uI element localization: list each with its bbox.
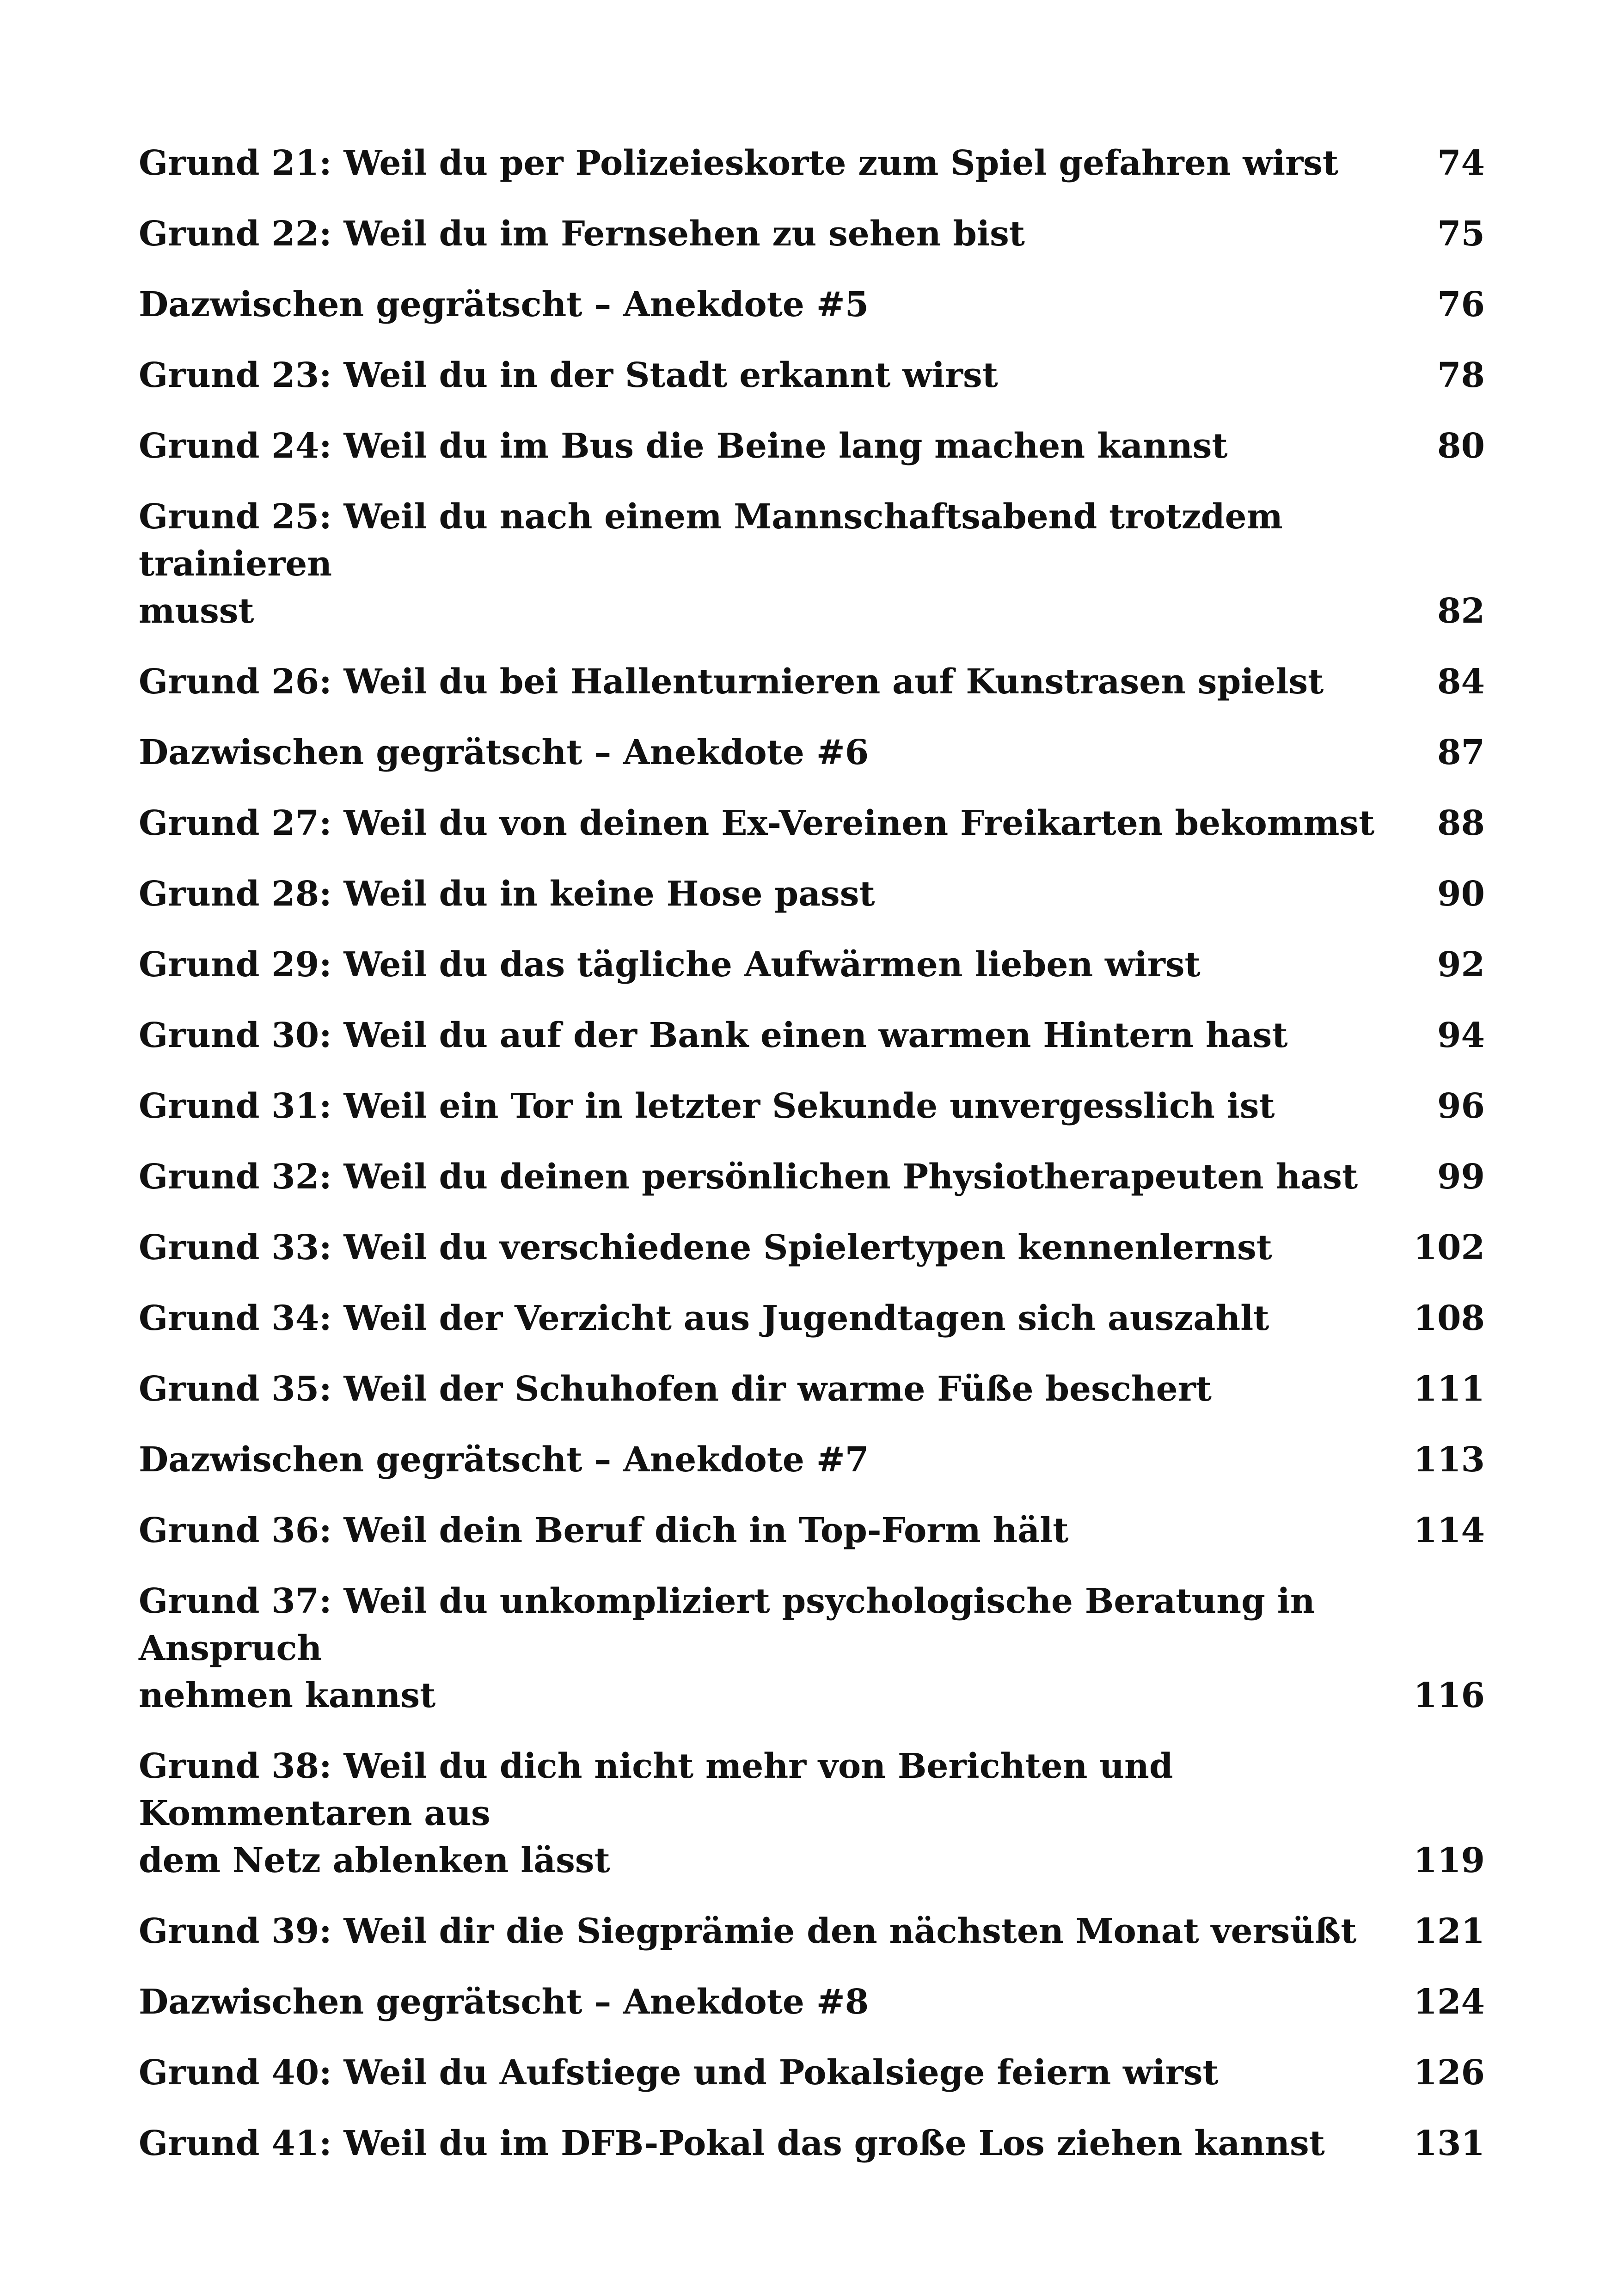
toc-entry-page: 87 — [1437, 733, 1485, 772]
toc-entry[interactable] — [139, 800, 1485, 847]
toc-entry-title: Grund 39: Weil dir die Siegprämie den nächsten Monat versüßt — [139, 1911, 1357, 1951]
toc-entry-title: Grund 27: Weil du von deinen Ex-Vereinen Freikarten bekommst — [139, 803, 1375, 843]
toc-entry-title: Grund 32: Weil du deinen persönlichen Physiotherapeuten hast — [139, 1157, 1358, 1197]
toc-entry[interactable] — [139, 422, 1485, 470]
toc-entry[interactable] — [139, 2049, 1485, 2096]
toc-entry[interactable] — [139, 281, 1485, 328]
toc-entry-title: Grund 29: Weil du das tägliche Aufwärmen lieben wirst — [139, 945, 1201, 985]
toc-entry-page: 84 — [1437, 662, 1485, 702]
toc-entry-page: 78 — [1437, 355, 1485, 395]
toc-entry[interactable] — [139, 1436, 1485, 1483]
toc-entry-title: Grund 34: Weil der Verzicht aus Jugendtagen sich auszahlt — [139, 1298, 1269, 1338]
toc-entry[interactable] — [139, 210, 1485, 257]
toc-entry-title: Grund 37: Weil du unkompliziert psychologische Beratung in Anspruch nehmen kannst — [139, 1581, 1315, 1715]
toc-entry-page: 99 — [1437, 1157, 1485, 1197]
toc-entry-title: Grund 28: Weil du in keine Hose passt — [139, 874, 875, 914]
toc-entry-title: Grund 40: Weil du Aufstiege und Pokalsiege feiern wirst — [139, 2053, 1219, 2093]
toc-entry-page: 102 — [1413, 1228, 1485, 1267]
toc-entry-page: 113 — [1413, 1440, 1485, 1480]
toc-entry-title: Grund 35: Weil der Schuhofen dir warme Füße beschert — [139, 1369, 1212, 1409]
toc-entry-page: 75 — [1437, 214, 1485, 254]
toc-entry-title: Grund 36: Weil dein Beruf dich in Top-Form hält — [139, 1511, 1069, 1550]
toc-entry[interactable] — [139, 1083, 1485, 1130]
toc-entry-title: Grund 25: Weil du nach einem Mannschaftsabend trotzdem trainieren musst — [139, 497, 1283, 631]
toc-entry-title: Grund 30: Weil du auf der Bank einen warmen Hintern hast — [139, 1016, 1288, 1055]
toc-entry-page: 126 — [1413, 2053, 1485, 2093]
toc-entry-title: Dazwischen gegrätscht – Anekdote #6 — [139, 733, 869, 772]
toc-entry[interactable] — [139, 1578, 1485, 1719]
toc-entry-page: 108 — [1413, 1298, 1485, 1338]
toc-entry-title: Grund 33: Weil du verschiedene Spielertypen kennenlernst — [139, 1228, 1272, 1267]
toc-entry-title: Grund 26: Weil du bei Hallenturnieren auf Kunstrasen spielst — [139, 662, 1324, 702]
toc-entry-page: 116 — [1413, 1676, 1485, 1715]
toc-entry[interactable] — [139, 658, 1485, 705]
toc-entry-title: Grund 41: Weil du im DFB-Pokal das große Los ziehen kannst — [139, 2124, 1325, 2163]
toc-entry[interactable] — [139, 2120, 1485, 2167]
toc-entry-title: Dazwischen gegrätscht – Anekdote #8 — [139, 1982, 869, 2022]
toc-entry-title: Dazwischen gegrätscht – Anekdote #5 — [139, 285, 869, 325]
toc-entry-page: 92 — [1437, 945, 1485, 985]
toc-entry[interactable] — [139, 729, 1485, 776]
toc-entry[interactable] — [139, 1365, 1485, 1413]
toc-entry[interactable] — [139, 941, 1485, 988]
toc-entry[interactable] — [139, 1153, 1485, 1200]
toc-entry[interactable] — [139, 1743, 1485, 1884]
toc-entry-page: 76 — [1437, 285, 1485, 325]
toc-entry[interactable] — [139, 1224, 1485, 1271]
toc-entry-title: Grund 21: Weil du per Polizeieskorte zum Spiel gefahren wirst — [139, 143, 1339, 183]
toc-entry-title: Grund 31: Weil ein Tor in letzter Sekunde unvergesslich ist — [139, 1086, 1275, 1126]
toc-entry[interactable] — [139, 1978, 1485, 2026]
table-of-contents — [139, 140, 1485, 2191]
toc-entry-page: 82 — [1437, 591, 1485, 631]
toc-entry-page: 80 — [1437, 426, 1485, 466]
toc-entry-title: Grund 38: Weil du dich nicht mehr von Berichten und Kommentaren aus dem Netz ablenken lässt — [139, 1746, 1173, 1880]
toc-entry-page: 114 — [1413, 1511, 1485, 1550]
toc-entry[interactable] — [139, 140, 1485, 187]
toc-entry-page: 131 — [1413, 2124, 1485, 2163]
toc-entry[interactable] — [139, 352, 1485, 399]
toc-entry-title: Grund 24: Weil du im Bus die Beine lang machen kannst — [139, 426, 1228, 466]
toc-entry-page: 90 — [1437, 874, 1485, 914]
toc-entry-title: Grund 23: Weil du in der Stadt erkannt wirst — [139, 355, 998, 395]
toc-entry-page: 124 — [1413, 1982, 1485, 2022]
toc-entry[interactable] — [139, 870, 1485, 918]
toc-entry-page: 121 — [1413, 1911, 1485, 1951]
toc-entry-page: 119 — [1413, 1841, 1485, 1880]
toc-entry[interactable] — [139, 1908, 1485, 1955]
toc-entry-page: 96 — [1437, 1086, 1485, 1126]
toc-entry-page: 94 — [1437, 1016, 1485, 1055]
toc-entry[interactable] — [139, 1012, 1485, 1059]
toc-entry-page: 111 — [1413, 1369, 1485, 1409]
toc-entry-page: 88 — [1437, 803, 1485, 843]
toc-entry[interactable] — [139, 493, 1485, 635]
toc-entry[interactable] — [139, 1507, 1485, 1554]
toc-entry-page: 74 — [1437, 143, 1485, 183]
toc-entry[interactable] — [139, 1295, 1485, 1342]
toc-entry-title: Dazwischen gegrätscht – Anekdote #7 — [139, 1440, 869, 1480]
toc-entry-title: Grund 22: Weil du im Fernsehen zu sehen bist — [139, 214, 1025, 254]
